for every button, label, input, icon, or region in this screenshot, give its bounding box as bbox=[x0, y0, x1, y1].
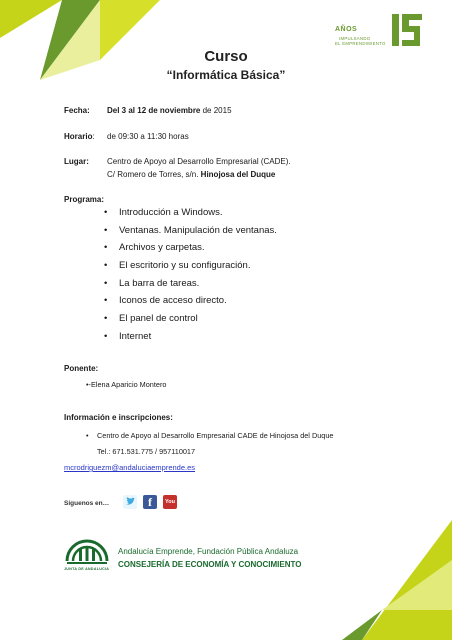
list-item: • Iconos de acceso directo. bbox=[104, 295, 277, 313]
list-item: • Archivos y carpetas. bbox=[104, 242, 277, 260]
list-item: • El escritorio y su configuración. bbox=[104, 260, 277, 278]
twitter-icon[interactable] bbox=[123, 495, 137, 509]
programa-label: Programa: bbox=[64, 195, 105, 204]
list-item: • El panel de control bbox=[104, 313, 277, 331]
junta-entity-name: Andalucía Emprende, Fundación Pública Andaluza bbox=[118, 547, 299, 556]
logo-years-text: AÑOS bbox=[335, 26, 358, 33]
horario-label-text: Horario bbox=[64, 132, 93, 141]
facebook-glyph: f bbox=[148, 495, 152, 509]
list-item: • Ventanas. Manipulación de ventanas. bbox=[104, 225, 277, 243]
youtube-icon[interactable] bbox=[163, 495, 177, 509]
anniversary-logo bbox=[335, 10, 435, 52]
fecha-value-bold: Del 3 al 12 de noviembre bbox=[107, 106, 201, 115]
logo-tagline-1: IMPULSANDO bbox=[339, 36, 371, 41]
list-item: • Introducción a Windows. bbox=[104, 207, 277, 225]
lugar-line-1: Centro de Apoyo al Desarrollo Empresarial (CADE). bbox=[107, 157, 291, 166]
ponente-label: Ponente: bbox=[64, 364, 99, 373]
lugar-label: Lugar: bbox=[64, 157, 89, 166]
corner-decoration-bottom-right bbox=[342, 520, 452, 640]
programa-list bbox=[104, 207, 277, 349]
info-bullet: • bbox=[86, 431, 89, 440]
ponente-name: •-Elena Aparicio Montero bbox=[86, 380, 167, 389]
list-item: • La barra de tareas. bbox=[104, 278, 277, 296]
twitter-bird-icon bbox=[123, 495, 137, 509]
info-telephone: Tel.: 671.531.775 / 957110017 bbox=[97, 447, 196, 456]
fecha-label: Fecha: bbox=[64, 106, 90, 115]
lugar-line-2 bbox=[107, 170, 275, 179]
horario-value: de 09:30 a 11:30 horas bbox=[107, 132, 189, 141]
logo-tagline-2: EL EMPRENDIMIENTO bbox=[335, 41, 386, 46]
fecha-value-rest: de 2015 bbox=[200, 106, 232, 115]
fecha-value bbox=[107, 106, 232, 115]
contact-email-link[interactable]: mcrodriguezm@andaluciaemprende.es bbox=[64, 463, 196, 472]
course-name: “Informática Básica” bbox=[166, 68, 286, 82]
info-centro: Centro de Apoyo al Desarrollo Empresarial CADE de Hinojosa del Duque bbox=[97, 431, 334, 440]
info-label: Información e inscripciones: bbox=[64, 413, 173, 422]
junta-consejeria: CONSEJERÍA DE ECONOMÍA Y CONOCIMIENTO bbox=[118, 560, 302, 569]
horario-label-colon: : bbox=[92, 132, 95, 141]
lugar-address: C/ Romero de Torres, s/n. bbox=[107, 170, 201, 179]
junta-andalucia-emblem-icon bbox=[64, 535, 110, 567]
logo-15-mark-icon bbox=[390, 12, 424, 48]
horario-label bbox=[64, 132, 95, 141]
social-label: Síguenos en… bbox=[64, 500, 110, 507]
lugar-town: Hinojosa del Duque bbox=[200, 170, 276, 179]
junta-caption: JUNTA DE ANDALUCIA bbox=[64, 567, 110, 571]
list-item: • Internet bbox=[104, 331, 277, 349]
facebook-icon[interactable] bbox=[143, 495, 157, 509]
youtube-glyph: You bbox=[165, 499, 175, 505]
page-title: Curso bbox=[204, 48, 248, 65]
